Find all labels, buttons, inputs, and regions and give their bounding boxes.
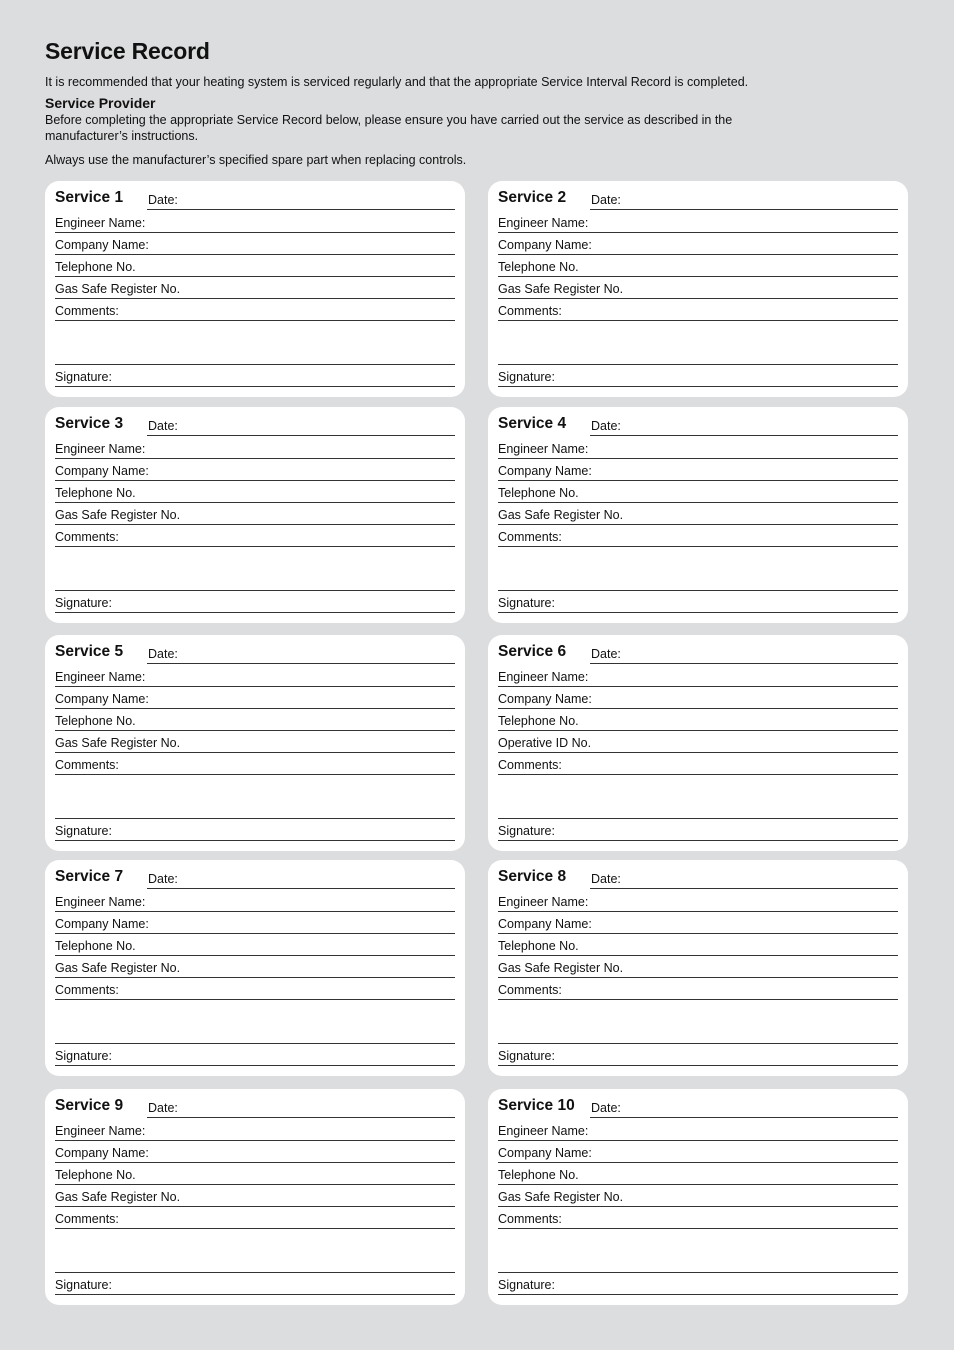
comments-area[interactable] bbox=[55, 321, 455, 365]
field-label: Comments: bbox=[498, 530, 562, 544]
field-label: Telephone No. bbox=[55, 1168, 136, 1182]
field-label: Engineer Name: bbox=[55, 895, 146, 909]
date-field[interactable] bbox=[590, 435, 898, 436]
card-header bbox=[498, 860, 898, 890]
comments-field[interactable] bbox=[55, 525, 455, 547]
record-field[interactable] bbox=[55, 233, 455, 255]
signature-field[interactable] bbox=[55, 365, 455, 387]
record-field[interactable] bbox=[498, 1119, 898, 1141]
record-field[interactable] bbox=[498, 481, 898, 503]
record-field[interactable] bbox=[55, 912, 455, 934]
field-label: Telephone No. bbox=[498, 486, 579, 500]
card-header bbox=[498, 1089, 898, 1119]
record-field[interactable] bbox=[498, 437, 898, 459]
comments-field[interactable] bbox=[55, 978, 455, 1000]
service-title: Service 9 bbox=[55, 1097, 124, 1114]
field-label: Gas Safe Register No. bbox=[55, 736, 181, 750]
date-field[interactable] bbox=[147, 663, 455, 664]
record-field[interactable] bbox=[55, 503, 455, 525]
signature-field[interactable] bbox=[55, 591, 455, 613]
signature-field[interactable] bbox=[498, 1044, 898, 1066]
signature-label: Signature: bbox=[498, 1278, 555, 1292]
intro-paragraph: It is recommended that your heating system is serviced regularly and that the appropriate Service Interval Record is completed. bbox=[45, 75, 749, 89]
record-field[interactable] bbox=[498, 956, 898, 978]
signature-label: Signature: bbox=[55, 824, 112, 838]
record-field[interactable] bbox=[498, 665, 898, 687]
signature-field[interactable] bbox=[55, 1273, 455, 1295]
signature-field[interactable] bbox=[55, 819, 455, 841]
field-label: Telephone No. bbox=[55, 486, 136, 500]
record-field[interactable] bbox=[498, 1141, 898, 1163]
service-provider-heading: Service Provider bbox=[45, 95, 156, 111]
provider-instructions: Before completing the appropriate Service Record below, please ensure you have carried out the service as described in the manufacturer’s instructions. bbox=[45, 113, 733, 143]
record-field[interactable] bbox=[55, 211, 455, 233]
record-field[interactable] bbox=[498, 1185, 898, 1207]
field-label: Gas Safe Register No. bbox=[55, 282, 181, 296]
field-label: Company Name: bbox=[498, 692, 592, 706]
card-header bbox=[498, 635, 898, 665]
date-field[interactable] bbox=[147, 209, 455, 210]
service-title: Service 6 bbox=[498, 643, 567, 660]
service-card bbox=[488, 181, 908, 397]
record-field[interactable] bbox=[55, 1119, 455, 1141]
signature-field[interactable] bbox=[498, 1273, 898, 1295]
record-field[interactable] bbox=[498, 211, 898, 233]
signature-label: Signature: bbox=[55, 1278, 112, 1292]
service-card bbox=[488, 1089, 908, 1305]
date-label: Date: bbox=[148, 647, 178, 661]
field-label: Company Name: bbox=[55, 464, 149, 478]
spare-part-note: Always use the manufacturer’s specified spare part when replacing controls. bbox=[45, 153, 467, 167]
card-header bbox=[498, 181, 898, 211]
field-label: Comments: bbox=[498, 304, 562, 318]
service-card bbox=[488, 407, 908, 623]
date-label: Date: bbox=[148, 193, 178, 207]
field-label: Company Name: bbox=[55, 1146, 149, 1160]
field-label: Engineer Name: bbox=[498, 670, 589, 684]
card-header bbox=[55, 635, 455, 665]
field-label: Comments: bbox=[498, 1212, 562, 1226]
signature-field[interactable] bbox=[498, 819, 898, 841]
service-title: Service 1 bbox=[55, 189, 124, 206]
comments-field[interactable] bbox=[55, 299, 455, 321]
comments-area[interactable] bbox=[55, 1000, 455, 1044]
field-label: Comments: bbox=[498, 758, 562, 772]
field-label: Telephone No. bbox=[498, 714, 579, 728]
comments-area[interactable] bbox=[55, 1229, 455, 1273]
date-field[interactable] bbox=[590, 1117, 898, 1118]
field-label: Comments: bbox=[55, 758, 119, 772]
field-label: Company Name: bbox=[498, 464, 592, 478]
date-field[interactable] bbox=[147, 1117, 455, 1118]
record-field[interactable] bbox=[498, 912, 898, 934]
field-label: Company Name: bbox=[498, 1146, 592, 1160]
comments-field[interactable] bbox=[498, 978, 898, 1000]
record-field[interactable] bbox=[55, 687, 455, 709]
field-label: Company Name: bbox=[55, 917, 149, 931]
card-header bbox=[55, 1089, 455, 1119]
date-field[interactable] bbox=[590, 663, 898, 664]
record-field[interactable] bbox=[55, 481, 455, 503]
service-title: Service 10 bbox=[498, 1097, 575, 1114]
service-title: Service 2 bbox=[498, 189, 567, 206]
service-title: Service 4 bbox=[498, 415, 567, 432]
comments-area[interactable] bbox=[498, 775, 898, 819]
service-card bbox=[45, 181, 465, 397]
signature-label: Signature: bbox=[498, 824, 555, 838]
field-label: Comments: bbox=[55, 1212, 119, 1226]
card-header bbox=[55, 407, 455, 437]
service-card bbox=[45, 860, 465, 1076]
field-label: Telephone No. bbox=[55, 939, 136, 953]
comments-field[interactable] bbox=[55, 1207, 455, 1229]
record-field[interactable] bbox=[55, 890, 455, 912]
signature-field[interactable] bbox=[498, 365, 898, 387]
field-label: Gas Safe Register No. bbox=[498, 282, 624, 296]
record-field[interactable] bbox=[55, 277, 455, 299]
field-label: Engineer Name: bbox=[498, 895, 589, 909]
record-field[interactable] bbox=[498, 934, 898, 956]
service-card bbox=[45, 407, 465, 623]
signature-field[interactable] bbox=[55, 1044, 455, 1066]
field-label: Telephone No. bbox=[55, 260, 136, 274]
date-label: Date: bbox=[591, 1101, 621, 1115]
field-label: Telephone No. bbox=[498, 260, 579, 274]
field-label: Gas Safe Register No. bbox=[498, 508, 624, 522]
field-label: Telephone No. bbox=[55, 714, 136, 728]
signature-label: Signature: bbox=[55, 596, 112, 610]
field-label: Comments: bbox=[55, 530, 119, 544]
signature-field[interactable] bbox=[498, 591, 898, 613]
date-label: Date: bbox=[591, 872, 621, 886]
field-label: Gas Safe Register No. bbox=[498, 1190, 624, 1204]
signature-label: Signature: bbox=[498, 370, 555, 384]
comments-field[interactable] bbox=[55, 753, 455, 775]
record-field[interactable] bbox=[498, 233, 898, 255]
page-title: Service Record bbox=[45, 38, 210, 64]
service-title: Service 3 bbox=[55, 415, 124, 432]
record-field[interactable] bbox=[55, 1185, 455, 1207]
record-field[interactable] bbox=[55, 665, 455, 687]
record-field[interactable] bbox=[55, 709, 455, 731]
field-label: Operative ID No. bbox=[498, 736, 592, 750]
record-field[interactable] bbox=[55, 1163, 455, 1185]
record-field[interactable] bbox=[55, 1141, 455, 1163]
signature-label: Signature: bbox=[498, 596, 555, 610]
comments-area[interactable] bbox=[498, 1000, 898, 1044]
comments-area[interactable] bbox=[498, 1229, 898, 1273]
field-label: Gas Safe Register No. bbox=[55, 961, 181, 975]
field-label: Company Name: bbox=[55, 238, 149, 252]
field-label: Comments: bbox=[55, 983, 119, 997]
field-label: Company Name: bbox=[55, 692, 149, 706]
record-field[interactable] bbox=[498, 731, 898, 753]
service-title: Service 7 bbox=[55, 868, 124, 885]
record-field[interactable] bbox=[498, 503, 898, 525]
field-label: Telephone No. bbox=[498, 939, 579, 953]
signature-label: Signature: bbox=[55, 1049, 112, 1063]
comments-area[interactable] bbox=[55, 547, 455, 591]
date-field[interactable] bbox=[590, 888, 898, 889]
comments-area[interactable] bbox=[55, 775, 455, 819]
field-label: Engineer Name: bbox=[498, 216, 589, 230]
card-header bbox=[55, 181, 455, 211]
service-card bbox=[45, 635, 465, 851]
date-field[interactable] bbox=[590, 209, 898, 210]
signature-label: Signature: bbox=[55, 370, 112, 384]
intro-section bbox=[45, 74, 805, 168]
service-title: Service 8 bbox=[498, 868, 567, 885]
field-label: Gas Safe Register No. bbox=[55, 508, 181, 522]
record-field[interactable] bbox=[55, 731, 455, 753]
field-label: Gas Safe Register No. bbox=[498, 961, 624, 975]
date-label: Date: bbox=[591, 193, 621, 207]
date-field[interactable] bbox=[147, 888, 455, 889]
record-field[interactable] bbox=[498, 687, 898, 709]
record-field[interactable] bbox=[55, 255, 455, 277]
record-field[interactable] bbox=[55, 956, 455, 978]
field-label: Telephone No. bbox=[498, 1168, 579, 1182]
date-label: Date: bbox=[591, 647, 621, 661]
field-label: Engineer Name: bbox=[55, 442, 146, 456]
field-label: Engineer Name: bbox=[55, 1124, 146, 1138]
field-label: Engineer Name: bbox=[55, 670, 146, 684]
service-card bbox=[488, 860, 908, 1076]
field-label: Engineer Name: bbox=[498, 442, 589, 456]
record-field[interactable] bbox=[55, 437, 455, 459]
field-label: Gas Safe Register No. bbox=[55, 1190, 181, 1204]
signature-label: Signature: bbox=[498, 1049, 555, 1063]
record-field[interactable] bbox=[55, 934, 455, 956]
record-field[interactable] bbox=[498, 1163, 898, 1185]
record-field[interactable] bbox=[498, 459, 898, 481]
record-field[interactable] bbox=[55, 459, 455, 481]
field-label: Engineer Name: bbox=[498, 1124, 589, 1138]
comments-field[interactable] bbox=[498, 299, 898, 321]
comments-area[interactable] bbox=[498, 321, 898, 365]
service-card bbox=[45, 1089, 465, 1305]
comments-field[interactable] bbox=[498, 753, 898, 775]
service-title: Service 5 bbox=[55, 643, 124, 660]
record-field[interactable] bbox=[498, 255, 898, 277]
date-field[interactable] bbox=[147, 435, 455, 436]
card-header bbox=[55, 860, 455, 890]
card-header bbox=[498, 407, 898, 437]
comments-area[interactable] bbox=[498, 547, 898, 591]
date-label: Date: bbox=[148, 419, 178, 433]
record-field[interactable] bbox=[498, 890, 898, 912]
field-label: Company Name: bbox=[498, 238, 592, 252]
record-field[interactable] bbox=[498, 709, 898, 731]
date-label: Date: bbox=[591, 419, 621, 433]
record-field[interactable] bbox=[498, 277, 898, 299]
comments-field[interactable] bbox=[498, 525, 898, 547]
field-label: Company Name: bbox=[498, 917, 592, 931]
date-label: Date: bbox=[148, 872, 178, 886]
service-card bbox=[488, 635, 908, 851]
field-label: Comments: bbox=[498, 983, 562, 997]
comments-field[interactable] bbox=[498, 1207, 898, 1229]
field-label: Comments: bbox=[55, 304, 119, 318]
field-label: Engineer Name: bbox=[55, 216, 146, 230]
date-label: Date: bbox=[148, 1101, 178, 1115]
